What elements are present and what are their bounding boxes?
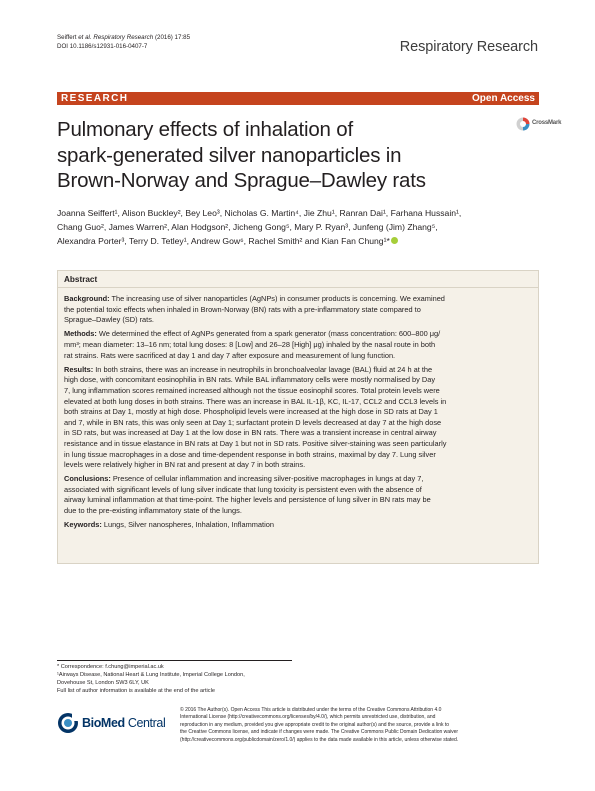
author-list [57, 206, 527, 248]
abstract-background [64, 294, 534, 326]
bmc-bold: BioMed [82, 716, 125, 730]
journal-name: Respiratory Research [399, 39, 538, 55]
title-line: Pulmonary effects of inhalation of [57, 118, 353, 141]
crossmark-label: CrossMark [532, 120, 562, 126]
abstract-line [64, 329, 534, 340]
abstract-methods [64, 329, 534, 361]
abstract-line: airway luminal inflammation at that time-point. The higher levels and persistence of lung silver in BN rats may be [64, 495, 431, 505]
biomed-central-wordmark [82, 716, 165, 730]
abstract-line: in SD rats, but was increased at Day 1 at the low dose in BN rats. There was a transient increase in central airway [64, 428, 437, 438]
abstract-results [64, 365, 534, 471]
abstract-heading: Abstract [58, 271, 538, 288]
license-line: the Creative Commons license, and indicate if changes were made. The Creative Commons Public Domain Dedication waiver [180, 729, 459, 736]
section-label: RESEARCH [61, 93, 129, 104]
abstract-line [64, 474, 534, 485]
abstract-text: We determined the effect of AgNPs generated from a spark generator (mass concentration: 600–800 μg/ [96, 329, 441, 339]
abstract-keywords [64, 520, 534, 531]
author-info-note: Full list of author information is available at the end of the article [57, 688, 215, 695]
abstract-text: Presence of cellular inflammation and increasing silver-positive macrophages in lungs at day 7, [110, 474, 424, 484]
abstract-line: 7, lung inflammation scores remained increased although not the tissue eosinophil scores. Total protein levels were [64, 385, 440, 395]
license-line: © 2016 The Author(s). Open Access This article is distributed under the terms of the Creative Commons Attribution 4.0 [180, 707, 442, 713]
abstract-line: levels were relatively higher in BN rat and present at day 7 in both strains. [64, 460, 306, 470]
license-line: reproduction in any medium, provided you give appropriate credit to the original author(s) and the source, provide a link to [180, 721, 450, 728]
section-banner [57, 92, 539, 105]
abstract-text: Lungs, Silver nanospheres, Inhalation, Inflammation [101, 520, 274, 530]
author-line-last [57, 234, 527, 248]
open-access-label: Open Access [472, 93, 535, 104]
title-line: Brown-Norway and Sprague–Dawley rats [57, 169, 426, 192]
abstract-line: elevated at both lung doses in both strains. There was an increase in BAL IL-1β, KC, IL-17, CCL2 and CCL3 levels in [64, 396, 447, 406]
abstract-line: Sprague–Dawley (SD) rats. [64, 315, 154, 325]
abstract-line: resistance and in tissue elastance in BN rats at Day 1 but not in SD rats. Positive silver-staining was seen particularly [64, 438, 447, 448]
citation-author: Seiffert [57, 34, 77, 41]
abstract-line: in lung tissue macrophages in a dose and time-dependent response in both strains, maximal by day 7. Lung silver [64, 449, 436, 459]
citation-line [57, 33, 190, 42]
footnotes [57, 663, 307, 695]
affiliation-note: Dovehouse St, London SW3 6LY, UK [57, 680, 149, 687]
article-title [57, 117, 497, 194]
biomed-central-logo [57, 712, 177, 734]
author-line: Chang Guo², James Warren², Alan Hodgson², Jicheng Gong⁵, Mary P. Ryan³, Junfeng (Jim) Zhang⁵, [57, 222, 438, 233]
abstract-label: Conclusions: [64, 474, 111, 484]
abstract-line: the potential toxic effects when inhaled in Brown-Norway (BN) rats with a pre-inflammatory state compared to [64, 304, 421, 314]
abstract-text: In both strains, there was an increase in neutrophils in bronchoalveolar lavage (BAL) fluid at 24 h at the [93, 364, 433, 374]
orcid-icon[interactable] [391, 237, 398, 244]
abstract-line: high dose, with concomitant eosinophilia in BN rats. While BAL inflammatory cells were mostly normalised by Day [64, 375, 436, 385]
abstract-text: The increasing use of silver nanoparticles (AgNPs) in consumer products is concerning. We examined [109, 294, 445, 303]
license-line: International License (http://creativecommons.org/licenses/by/4.0/), which permits unrestricted use, distribution, and [180, 714, 436, 721]
abstract-line: and 7, while in BN rats, this was only seen at Day 1; surfactant protein D levels decreased at day 7 at the high dose [64, 417, 442, 427]
abstract-label: Background: [64, 294, 110, 303]
citation-journal: et al. Respiratory Research [78, 34, 154, 41]
crossmark-icon [516, 117, 530, 131]
abstract-line [64, 294, 534, 305]
abstract-line: both strains at Day 1, mostly at high dose. Phospholipid levels were increased at the high dose in SD rats at Day 1 [64, 407, 438, 417]
correspondence-note[interactable]: * Correspondence: f.chung@imperial.ac.uk [57, 664, 164, 670]
crossmark-badge[interactable] [516, 117, 576, 133]
citation-header [57, 33, 190, 51]
abstract-line: due to the pre-existing inflammatory state of the lungs. [64, 506, 242, 516]
license-text [180, 707, 540, 744]
abstract-line [64, 365, 534, 376]
abstract-label: Results: [64, 364, 94, 374]
title-line: spark-generated silver nanoparticles in [57, 143, 402, 167]
abstract-box [57, 270, 539, 564]
abstract-conclusions [64, 474, 534, 516]
abstract-line [64, 520, 534, 531]
citation-doi: DOI 10.1186/s12931-016-0407-7 [57, 43, 148, 50]
citation-year: (2016) 17:85 [153, 34, 191, 41]
biomed-central-icon [57, 712, 79, 734]
bmc-light: Central [124, 716, 166, 730]
footnote-divider [57, 660, 292, 661]
abstract-line: associated with significant levels of lung silver indicate that lung toxicity is persistent even with the absence of [64, 484, 422, 494]
abstract-line: rat strains. Rats were sacrificed at day 1 and day 7 after exposure and measurement of lung function. [64, 350, 396, 360]
abstract-body [64, 294, 534, 534]
abstract-line: mm³; mean diameter: 13–16 nm; total lung doses: 8 [Low] and 26–28 [High] μg) inhaled by the nasal route in both [64, 339, 436, 349]
license-line: (http://creativecommons.org/publicdomain/zero/1.0/) applies to the data made available in this article, unless otherwise stated. [180, 736, 459, 743]
author-line: Alexandra Porter³, Terry D. Tetley¹, Andrew Gow⁶, Rachel Smith² and Kian Fan Chung¹* [57, 236, 390, 247]
affiliation-note: ¹Airways Disease, National Heart & Lung Institute, Imperial College London, [57, 672, 245, 679]
abstract-label: Keywords: [64, 520, 102, 530]
abstract-label: Methods: [64, 329, 97, 339]
author-line: Joanna Seiffert¹, Alison Buckley², Bey Leo³, Nicholas G. Martin⁴, Jie Zhu¹, Ranran Dai¹, Farhana Hussain¹, [57, 208, 462, 218]
